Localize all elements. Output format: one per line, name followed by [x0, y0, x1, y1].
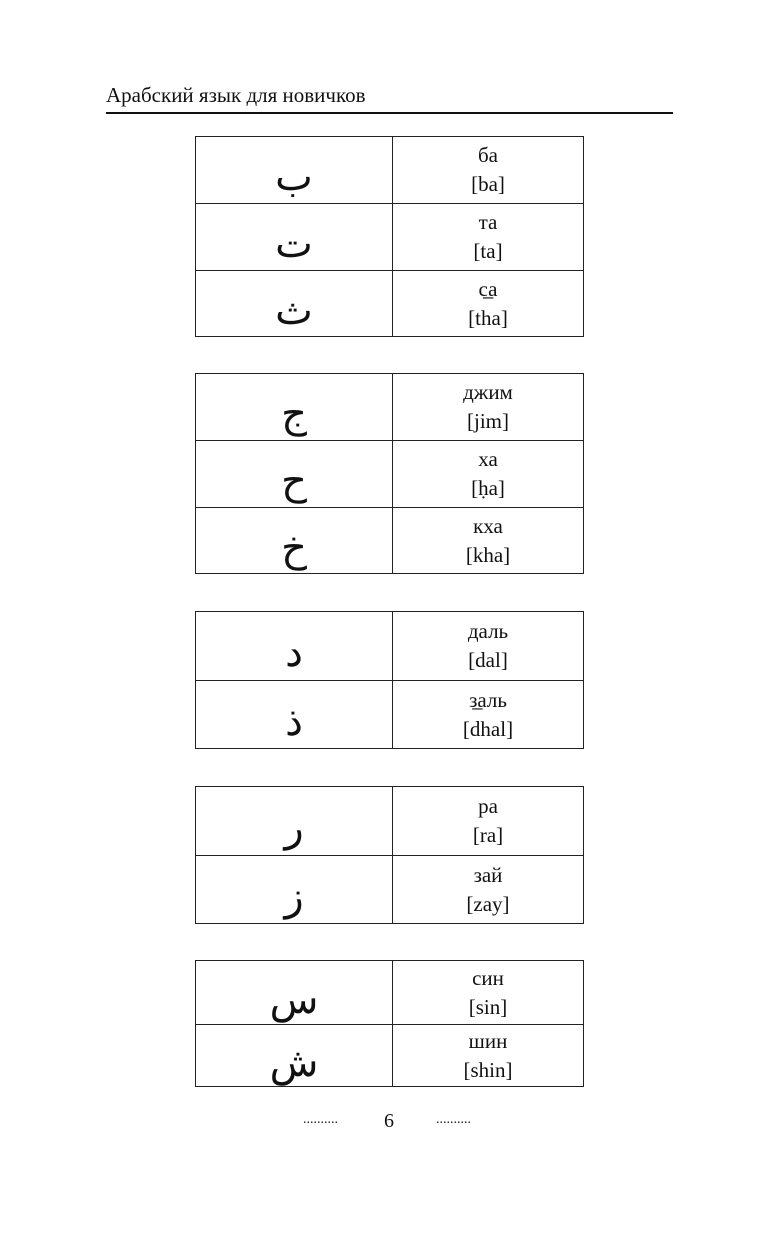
footer-dots-left: .......... — [303, 1112, 338, 1127]
arabic-letter-cell — [196, 787, 393, 856]
page-footer — [0, 1110, 768, 1140]
letter-name: кха — [473, 513, 503, 538]
letter-table-2 — [195, 373, 584, 574]
letter-transliteration: [kha] — [465, 542, 511, 567]
arabic-letter: ب — [275, 154, 313, 199]
letter-transliteration: [ra] — [472, 823, 504, 847]
arabic-letter-cell — [196, 612, 393, 681]
letter-name-cell — [393, 374, 584, 441]
letter-name: шин — [468, 1028, 508, 1053]
arabic-letter-cell — [196, 1025, 393, 1087]
letter-transliteration: [sin] — [468, 994, 508, 1019]
letter-name: джим — [463, 380, 513, 404]
table-row — [196, 204, 584, 271]
arabic-letter: ت — [275, 221, 313, 266]
letter-name: зай — [473, 862, 503, 887]
letter-table-5 — [195, 960, 584, 1087]
arabic-letter: ر — [284, 805, 304, 850]
letter-name-cell — [393, 271, 584, 337]
table-row — [196, 441, 584, 508]
letter-name-cell — [393, 1025, 584, 1087]
table-row — [196, 612, 584, 681]
arabic-letter-cell — [196, 508, 393, 574]
arabic-letter: ج — [281, 391, 307, 436]
letter-name-cell — [393, 681, 584, 749]
letter-name-cell — [393, 508, 584, 574]
arabic-letter: ش — [269, 1039, 319, 1085]
letter-name-cell — [393, 441, 584, 508]
letter-transliteration: [zay] — [466, 891, 510, 916]
table-row — [196, 137, 584, 204]
letter-transliteration: [dal] — [468, 648, 508, 672]
arabic-letter: ث — [275, 287, 313, 333]
table-row — [196, 1025, 584, 1087]
arabic-letter-cell — [196, 441, 393, 508]
letter-name-cell — [393, 961, 584, 1025]
letter-name: ба — [477, 143, 498, 167]
letter-name: с̲а — [478, 276, 498, 301]
letter-transliteration: [shin] — [463, 1057, 513, 1082]
arabic-letter: س — [269, 976, 319, 1022]
arabic-letter-cell — [196, 681, 393, 749]
arabic-letter-cell — [196, 374, 393, 441]
arabic-letter-cell — [196, 856, 393, 924]
page-number: 6 — [384, 1110, 394, 1132]
footer-dots-right: .......... — [436, 1112, 471, 1127]
table-row — [196, 961, 584, 1025]
letter-transliteration: [ba] — [471, 172, 505, 196]
letter-transliteration: [jim] — [467, 409, 509, 433]
table-row — [196, 787, 584, 856]
letter-name: даль — [467, 619, 509, 643]
arabic-letter: ز — [284, 873, 304, 919]
arabic-letter-cell — [196, 961, 393, 1025]
letter-table-3 — [195, 611, 584, 749]
letter-name-cell — [393, 204, 584, 271]
page-header-title: Арабский язык для новичков — [106, 83, 366, 107]
arabic-letter: ح — [281, 458, 307, 503]
letter-transliteration: [tha] — [468, 305, 508, 330]
table-row — [196, 374, 584, 441]
table-row — [196, 271, 584, 337]
letter-transliteration: [ta] — [473, 239, 503, 263]
arabic-letter-cell — [196, 137, 393, 204]
arabic-letter: د — [285, 630, 303, 675]
letter-table-1 — [195, 136, 584, 337]
letter-name-cell — [393, 856, 584, 924]
table-row — [196, 681, 584, 749]
arabic-letter: خ — [281, 524, 307, 570]
letter-transliteration: [dhal] — [462, 716, 514, 741]
arabic-letter-cell — [196, 204, 393, 271]
header-rule — [106, 112, 673, 114]
arabic-letter: ذ — [285, 698, 303, 744]
table-row — [196, 508, 584, 574]
table-row — [196, 856, 584, 924]
letter-name: ра — [478, 794, 498, 818]
letter-table-4 — [195, 786, 584, 924]
letter-name-cell — [393, 787, 584, 856]
letter-transliteration: [ḥa] — [471, 476, 505, 500]
letter-name: та — [478, 210, 498, 234]
letter-name: ха — [478, 447, 498, 471]
letter-name-cell — [393, 137, 584, 204]
letter-name: син — [472, 965, 504, 990]
letter-name-cell — [393, 612, 584, 681]
arabic-letter-cell — [196, 271, 393, 337]
letter-name: з̲аль — [469, 687, 507, 712]
